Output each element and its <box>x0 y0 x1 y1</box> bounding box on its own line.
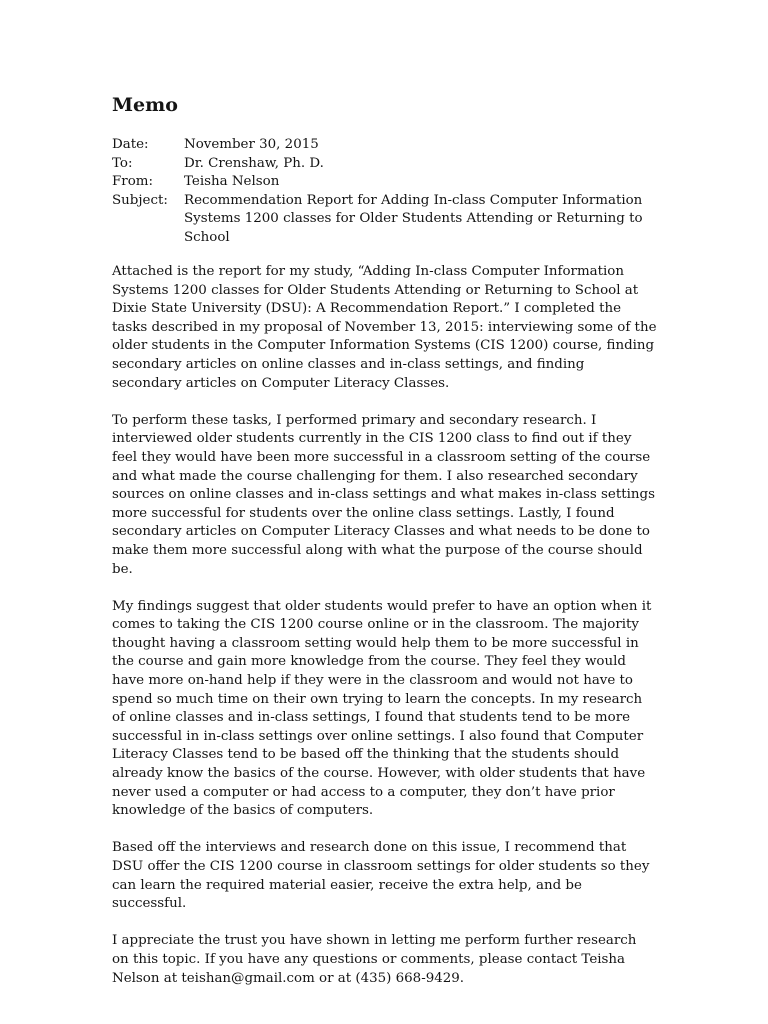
header-row-to <box>112 155 652 174</box>
header-label-subject: Subject: <box>112 192 168 208</box>
memo-header <box>112 136 652 248</box>
header-label-to: To: <box>112 155 133 171</box>
header-row-date <box>112 136 652 155</box>
body-paragraph-recommendation: Based off the interviews and research done on this issue, I recommend that DSU offer the CIS 1200 course in classroom settings for older students so they can learn the required material easier, receive the extra help, and be successful. <box>112 840 650 912</box>
header-value-subject: Recommendation Report for Adding In-class Computer Information Systems 1200 classes for Older Students Attending or Returning to School <box>184 192 643 245</box>
header-value-from: Teisha Nelson <box>184 174 280 190</box>
memo-body <box>112 263 657 988</box>
header-label-from: From: <box>112 174 153 190</box>
header-label-date: Date: <box>112 137 149 152</box>
memo-title: Memo <box>112 94 178 116</box>
body-paragraph-methods: To perform these tasks, I performed primary and secondary research. I interviewed older students currently in the CIS 1200 class to find out if they feel they would have been more successful in a classroom setting of the course and what made the course challenging for them. I also researched secondary sources on online classes and in-class settings and what makes in-class settings more successful for students over the online class settings. Lastly, I found secondary articles on Computer Literacy Classes and what needs to be done to make them more successful along with what the purpose of the course should be. <box>112 412 655 577</box>
body-paragraph-intro: Attached is the report for my study, “Adding In-class Computer Information Systems 1200 classes for Older Students Attending or Returning to School at Dixie State University (DSU): A Recommendation Report.” I completed the tasks described in my proposal of November 13, 2015: interviewing some of the older students in the Computer Information Systems (CIS 1200) course, finding secondary articles on online classes and in-class settings, and finding secondary articles on Computer Literacy Classes. <box>112 264 657 391</box>
header-value-to: Dr. Crenshaw, Ph. D. <box>184 155 324 171</box>
body-paragraph-findings: My findings suggest that older students would prefer to have an option when it comes to taking the CIS 1200 course online or in the classroom. The majority thought having a classroom setting would help them to be more successful in the course and gain more knowledge from the course. They feel they would have more on-hand help if they were in the classroom and would not have to spend so much time on their own trying to learn the concepts. In my research of online classes and in-class settings, I found that students tend to be more successful in in-class settings over online settings. I also found that Computer Literacy Classes tend to be based off the thinking that the students should already know the basics of the course. However, with older students that have never used a computer or had access to a computer, they don’t have prior knowledge of the basics of computers. <box>112 598 652 819</box>
header-value-date: November 30, 2015 <box>184 137 319 152</box>
header-row-subject <box>112 192 652 248</box>
header-row-from <box>112 173 652 192</box>
body-paragraph-closing: I appreciate the trust you have shown in letting me perform further research on this topic. If you have any questions or comments, please contact Teisha Nelson at teishan@gmail.com or at (435) 668-9429. <box>112 933 637 986</box>
